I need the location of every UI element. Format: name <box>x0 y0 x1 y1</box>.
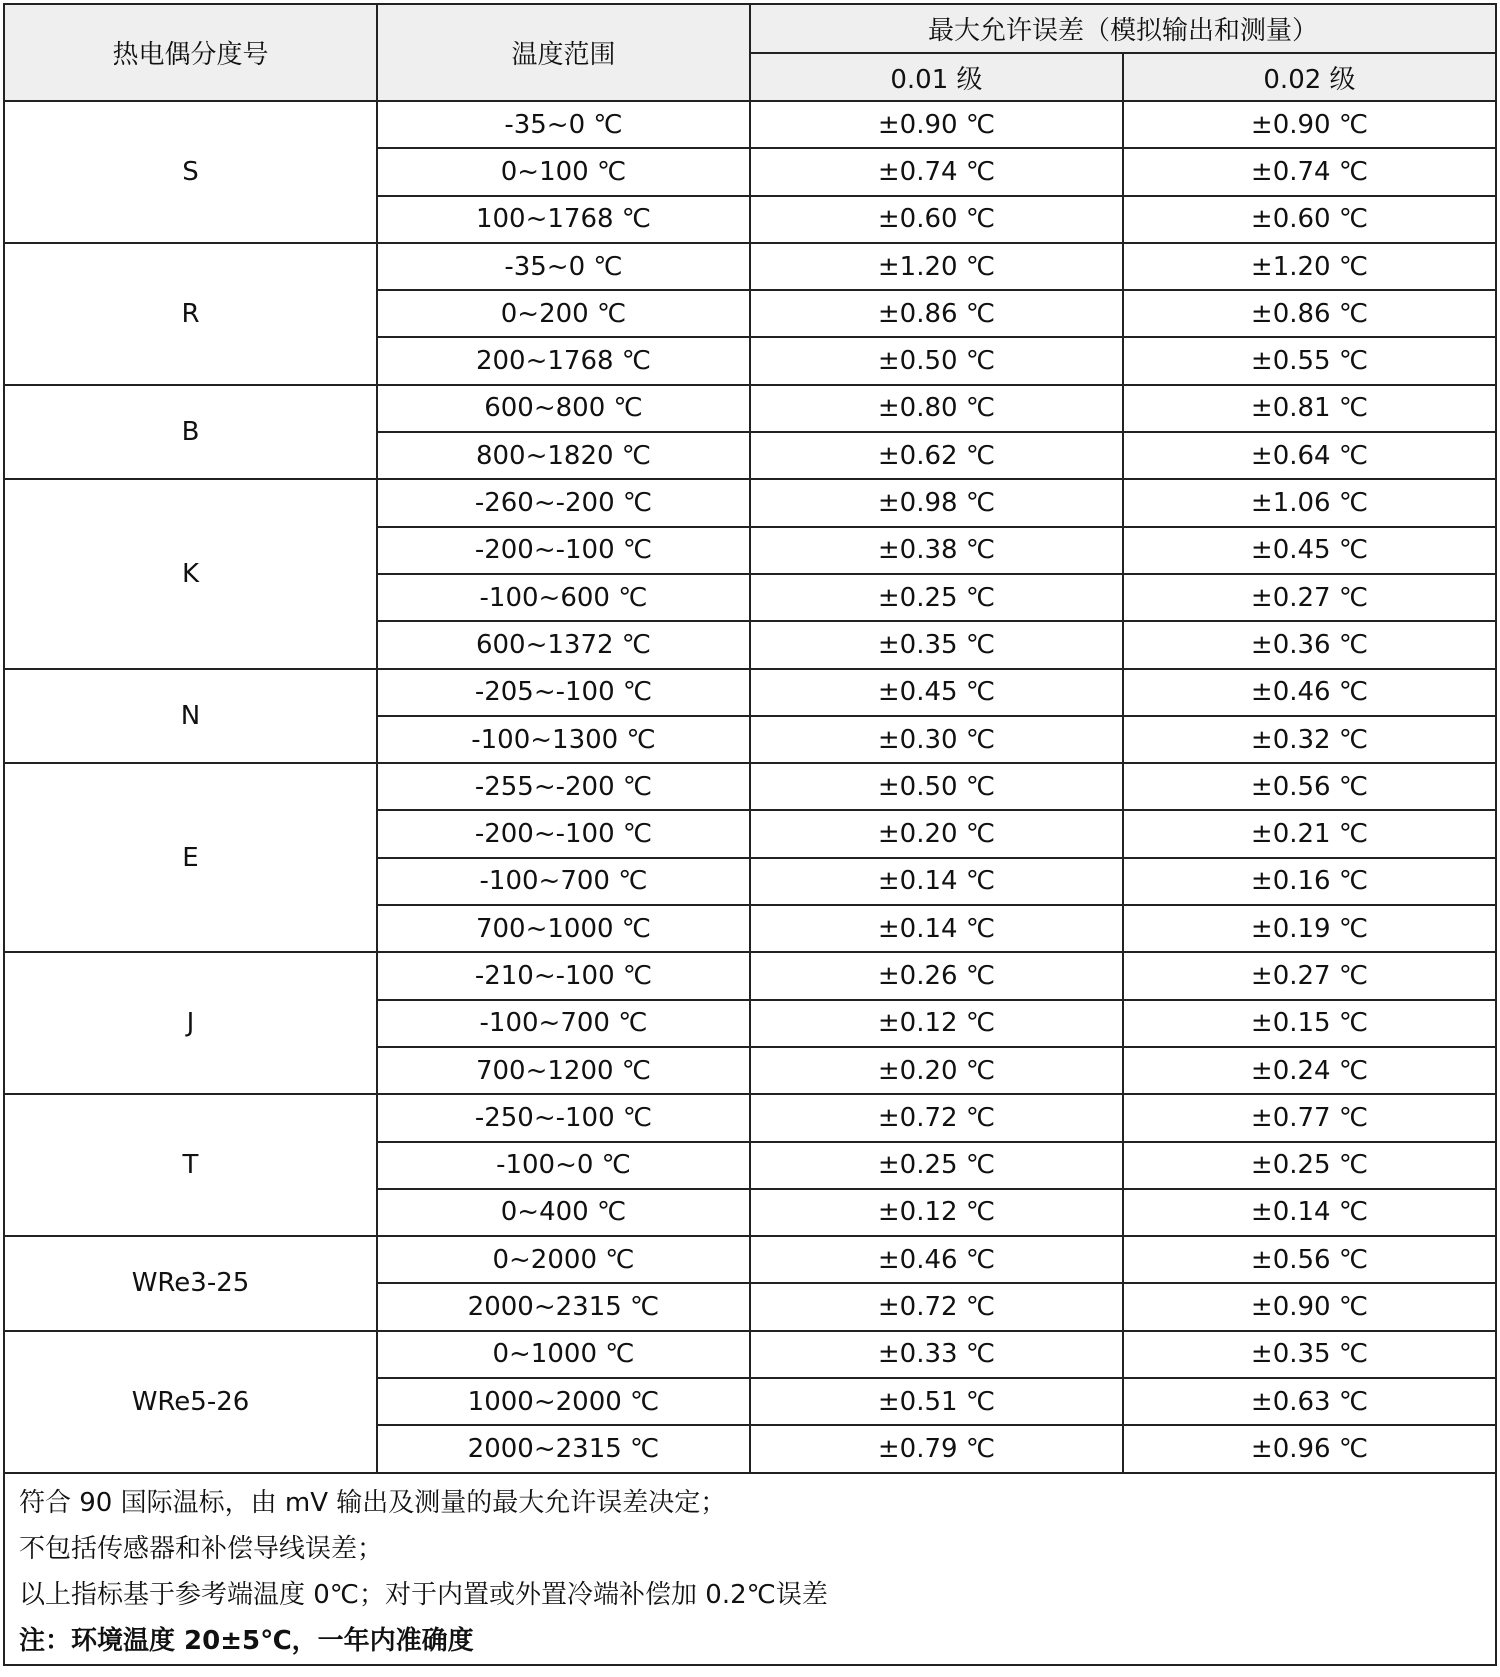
thermocouple-accuracy-table <box>3 3 1497 1666</box>
error-grade-002-cell: ±0.64 ℃ <box>1123 432 1496 479</box>
error-grade-001-cell: ±0.20 ℃ <box>750 1047 1123 1094</box>
thermocouple-type-cell: WRe5-26 <box>4 1331 377 1473</box>
table-row <box>4 1331 1496 1378</box>
temperature-range-cell: 100~1768 ℃ <box>377 196 750 243</box>
error-grade-002-cell: ±1.06 ℃ <box>1123 479 1496 526</box>
error-grade-001-cell: ±0.51 ℃ <box>750 1378 1123 1425</box>
error-grade-001-cell: ±0.46 ℃ <box>750 1236 1123 1283</box>
temperature-range-cell: 0~2000 ℃ <box>377 1236 750 1283</box>
error-grade-002-cell: ±0.25 ℃ <box>1123 1142 1496 1189</box>
table-header <box>4 4 1496 101</box>
error-grade-001-cell: ±0.45 ℃ <box>750 669 1123 716</box>
table-row <box>4 101 1496 148</box>
temperature-range-cell: -200~-100 ℃ <box>377 810 750 857</box>
error-grade-001-cell: ±0.14 ℃ <box>750 905 1123 952</box>
error-grade-002-cell: ±0.55 ℃ <box>1123 337 1496 384</box>
temperature-range-cell: 700~1000 ℃ <box>377 905 750 952</box>
error-grade-001-cell: ±0.26 ℃ <box>750 952 1123 999</box>
note-line: 符合 90 国际温标，由 mV 输出及测量的最大允许误差决定； <box>19 1487 727 1518</box>
temperature-range-cell: 0~200 ℃ <box>377 290 750 337</box>
error-grade-002-cell: ±0.46 ℃ <box>1123 669 1496 716</box>
error-grade-001-cell: ±0.25 ℃ <box>750 574 1123 621</box>
thermocouple-type-cell: B <box>4 385 377 480</box>
error-grade-002-cell: ±0.24 ℃ <box>1123 1047 1496 1094</box>
error-grade-001-cell: ±0.33 ℃ <box>750 1331 1123 1378</box>
table-row <box>4 385 1496 432</box>
temperature-range-cell: 0~100 ℃ <box>377 148 750 195</box>
error-grade-001-cell: ±0.20 ℃ <box>750 810 1123 857</box>
thermocouple-type-cell: WRe3-25 <box>4 1236 377 1331</box>
error-grade-001-cell: ±1.20 ℃ <box>750 243 1123 290</box>
header-max-allowed-error: 最大允许误差（模拟输出和测量） <box>750 4 1496 53</box>
table-row <box>4 952 1496 999</box>
temperature-range-cell: -100~600 ℃ <box>377 574 750 621</box>
header-grade-001: 0.01 级 <box>750 53 1123 101</box>
error-grade-002-cell: ±0.27 ℃ <box>1123 952 1496 999</box>
temperature-range-cell: -250~-100 ℃ <box>377 1094 750 1141</box>
error-grade-002-cell: ±0.60 ℃ <box>1123 196 1496 243</box>
temperature-range-cell: -255~-200 ℃ <box>377 763 750 810</box>
error-grade-002-cell: ±0.90 ℃ <box>1123 101 1496 148</box>
error-grade-002-cell: ±0.56 ℃ <box>1123 1236 1496 1283</box>
table-row <box>4 479 1496 526</box>
table-notes <box>4 1473 1496 1665</box>
note-line: 以上指标基于参考端温度 0℃；对于内置或外置冷端补偿加 0.2℃误差 <box>19 1579 828 1610</box>
error-grade-001-cell: ±0.25 ℃ <box>750 1142 1123 1189</box>
temperature-range-cell: 2000~2315 ℃ <box>377 1425 750 1472</box>
error-grade-002-cell: ±0.15 ℃ <box>1123 1000 1496 1047</box>
error-grade-002-cell: ±0.19 ℃ <box>1123 905 1496 952</box>
error-grade-002-cell: ±0.32 ℃ <box>1123 716 1496 763</box>
error-grade-001-cell: ±0.86 ℃ <box>750 290 1123 337</box>
error-grade-002-cell: ±1.20 ℃ <box>1123 243 1496 290</box>
error-grade-001-cell: ±0.12 ℃ <box>750 1000 1123 1047</box>
error-grade-002-cell: ±0.86 ℃ <box>1123 290 1496 337</box>
temperature-range-cell: -100~700 ℃ <box>377 1000 750 1047</box>
error-grade-001-cell: ±0.72 ℃ <box>750 1283 1123 1330</box>
thermocouple-type-cell: S <box>4 101 377 243</box>
error-grade-001-cell: ±0.80 ℃ <box>750 385 1123 432</box>
error-grade-001-cell: ±0.12 ℃ <box>750 1189 1123 1236</box>
temperature-range-cell: -100~0 ℃ <box>377 1142 750 1189</box>
table-row <box>4 1094 1496 1141</box>
error-grade-001-cell: ±0.30 ℃ <box>750 716 1123 763</box>
notes-cell <box>4 1473 1496 1665</box>
error-grade-002-cell: ±0.77 ℃ <box>1123 1094 1496 1141</box>
error-grade-002-cell: ±0.27 ℃ <box>1123 574 1496 621</box>
error-grade-001-cell: ±0.72 ℃ <box>750 1094 1123 1141</box>
error-grade-002-cell: ±0.14 ℃ <box>1123 1189 1496 1236</box>
temperature-range-cell: -200~-100 ℃ <box>377 527 750 574</box>
thermocouple-type-cell: N <box>4 669 377 764</box>
error-grade-001-cell: ±0.50 ℃ <box>750 763 1123 810</box>
error-grade-001-cell: ±0.60 ℃ <box>750 196 1123 243</box>
header-temperature-range: 温度范围 <box>377 4 750 101</box>
header-grade-002: 0.02 级 <box>1123 53 1496 101</box>
temperature-range-cell: 800~1820 ℃ <box>377 432 750 479</box>
error-grade-002-cell: ±0.96 ℃ <box>1123 1425 1496 1472</box>
table-row <box>4 243 1496 290</box>
table-body <box>4 101 1496 1473</box>
temperature-range-cell: 200~1768 ℃ <box>377 337 750 384</box>
error-grade-002-cell: ±0.74 ℃ <box>1123 148 1496 195</box>
error-grade-001-cell: ±0.98 ℃ <box>750 479 1123 526</box>
error-grade-001-cell: ±0.38 ℃ <box>750 527 1123 574</box>
thermocouple-type-cell: K <box>4 479 377 668</box>
header-thermocouple-type: 热电偶分度号 <box>4 4 377 101</box>
note-line: 不包括传感器和补偿导线误差； <box>19 1533 384 1564</box>
temperature-range-cell: -35~0 ℃ <box>377 243 750 290</box>
note-line-bold: 注：环境温度 20±5℃，一年内准确度 <box>19 1625 474 1656</box>
error-grade-001-cell: ±0.79 ℃ <box>750 1425 1123 1472</box>
error-grade-002-cell: ±0.56 ℃ <box>1123 763 1496 810</box>
error-grade-002-cell: ±0.81 ℃ <box>1123 385 1496 432</box>
temperature-range-cell: -205~-100 ℃ <box>377 669 750 716</box>
temperature-range-cell: -100~1300 ℃ <box>377 716 750 763</box>
error-grade-002-cell: ±0.16 ℃ <box>1123 858 1496 905</box>
error-grade-002-cell: ±0.63 ℃ <box>1123 1378 1496 1425</box>
temperature-range-cell: 600~800 ℃ <box>377 385 750 432</box>
table-row <box>4 763 1496 810</box>
temperature-range-cell: 600~1372 ℃ <box>377 621 750 668</box>
error-grade-001-cell: ±0.90 ℃ <box>750 101 1123 148</box>
error-grade-001-cell: ±0.35 ℃ <box>750 621 1123 668</box>
error-grade-002-cell: ±0.36 ℃ <box>1123 621 1496 668</box>
error-grade-001-cell: ±0.74 ℃ <box>750 148 1123 195</box>
temperature-range-cell: 0~1000 ℃ <box>377 1331 750 1378</box>
error-grade-002-cell: ±0.35 ℃ <box>1123 1331 1496 1378</box>
temperature-range-cell: 2000~2315 ℃ <box>377 1283 750 1330</box>
temperature-range-cell: -100~700 ℃ <box>377 858 750 905</box>
temperature-range-cell: 0~400 ℃ <box>377 1189 750 1236</box>
temperature-range-cell: -260~-200 ℃ <box>377 479 750 526</box>
error-grade-001-cell: ±0.14 ℃ <box>750 858 1123 905</box>
error-grade-001-cell: ±0.62 ℃ <box>750 432 1123 479</box>
error-grade-002-cell: ±0.21 ℃ <box>1123 810 1496 857</box>
table-row <box>4 1236 1496 1283</box>
thermocouple-type-cell: T <box>4 1094 377 1236</box>
thermocouple-type-cell: J <box>4 952 377 1094</box>
temperature-range-cell: -35~0 ℃ <box>377 101 750 148</box>
temperature-range-cell: -210~-100 ℃ <box>377 952 750 999</box>
temperature-range-cell: 1000~2000 ℃ <box>377 1378 750 1425</box>
temperature-range-cell: 700~1200 ℃ <box>377 1047 750 1094</box>
spec-table-container <box>3 3 1497 1666</box>
table-row <box>4 669 1496 716</box>
error-grade-001-cell: ±0.50 ℃ <box>750 337 1123 384</box>
error-grade-002-cell: ±0.90 ℃ <box>1123 1283 1496 1330</box>
thermocouple-type-cell: R <box>4 243 377 385</box>
thermocouple-type-cell: E <box>4 763 377 952</box>
error-grade-002-cell: ±0.45 ℃ <box>1123 527 1496 574</box>
